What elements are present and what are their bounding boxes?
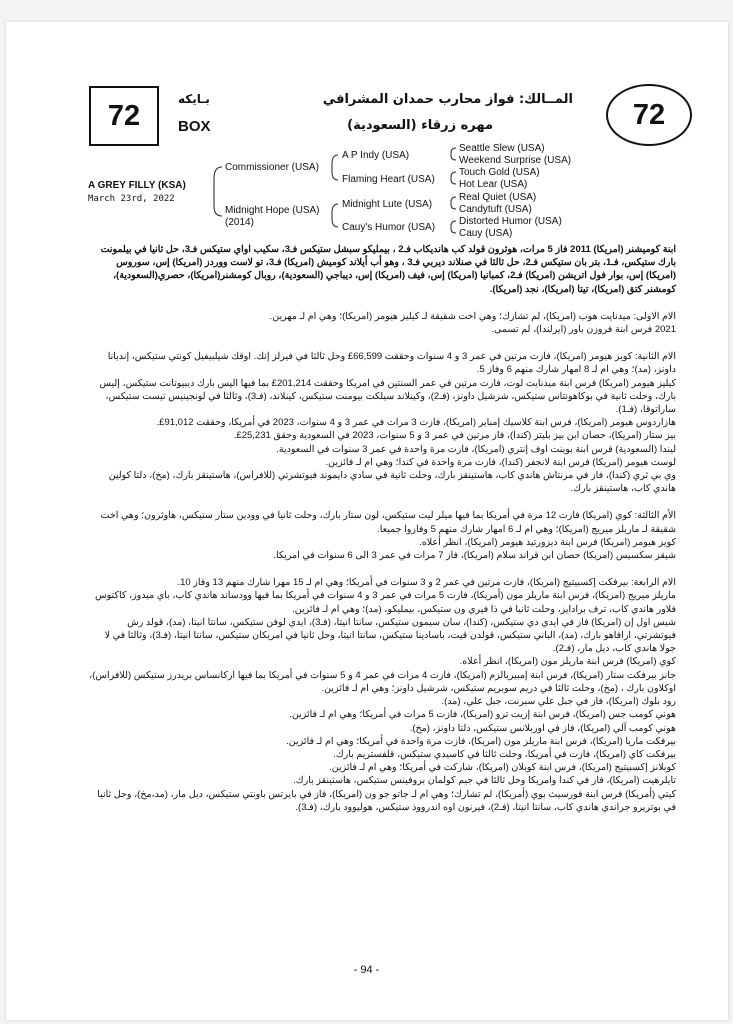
pedigree-dam-year: (2014) (225, 217, 254, 228)
page-number: - 94 - (353, 964, 380, 976)
pedigree-sdd: Hot Lear (USA) (459, 179, 528, 190)
pedigree-dam-dam: Cauy's Humor (USA) (342, 222, 436, 233)
first-dam-produce: 2021 فرس ابنة فروزن باور (ايرلندا)، لم تسمى. (491, 324, 676, 336)
first-dam-heading: الام الاولى: ميدنايت هوب (امريكا)، لم تشارك؛ وهي اخت شقيقة لـ كيليز هيومر (امريكا)؛ وهي ام لـ مهرين. (269, 310, 676, 322)
pedigree-ssd: Weekend Surprise (USA) (459, 155, 572, 166)
second-dam-produce: بيز ستار (امريكا)، حصان ابن بيز بليتز (كندا)، فاز مرتين في عمر 3 و 5 سنوات، 2023 في السعودية وحقق 25,231£. (233, 430, 676, 442)
second-dam-produce: لوست هيومر (امريكا) فرس ابنة لانجفر (كندا)، فازت مرة واحدة في كندا؛ وهي ام لـ فائزين. (325, 456, 676, 468)
fourth-dam-produce: كيتي (أمريكا) فرس ابنة فورسيث بوي (أمريكا)، لم تشارك؛ وهي ام لـ جاتو جو ون (امريكا)، فاز في بايرتس باونتي ستيكس، ديل مار، (مد،مخ)، وحل ثانيا في بوتريرو جراندي هاندي كاب، سانتا انيتا، (فـ2)، فيرنون اوه اندرووذ ستيكس، هوليوود بارك، (فـ3). (97, 788, 676, 813)
lot-number: 72 (606, 84, 692, 146)
fourth-dam-heading: الام الرابعة: بيرفكت إكسبيتيج (امريكا)، فازت مرتين في عمر 2 و 3 سنوات في أمريكا؛ وهي ام لـ 15 مهرا شارك منهم 13 وفاز 10. (177, 577, 676, 589)
fourth-dam-produce: شيس اول إن (امريكا) فاز في ايدي دي ستيكس، (كندا)، سان سيمون ستيكس، سانتا انيتا، (فـ3)، ايدي لوفن ستيكس، سانتا انيتا، (مد)، قولد رش فيوتشرتي، ارافاهو بارك، (مد)، الباني ستيكس، قولدن قيت، باسادينا ستيكس، سانتا انيتا، وحل ثانيا في امريكان ستيكس، سانتا انيتا، (فـ3)، وثالثا في لا جولا هاندي كاب، ديل مار، (فـ2). (104, 616, 676, 655)
second-dam-produce: كيليز هيومر (امريكا) فرس ابنة ميدنايت لوت، فازت مرتين في عمر السنتين في امريكا وحققت 201,214£ بما فيها اليس بارك ديبيوتانت ستيكس، إليس بارك، وحلت ثانية في بوكاهونتاس ستيكس، شرشيل داونز، (فـ2)، وكينلاند سيلكت بيومنت ستيكس، كينلاند، (فـ3)، وثالثا في لونجينيس تيست ستيكس، ساراتوقا، (فـ1). (99, 377, 676, 416)
fourth-dam-produce: رود بلوك (امريكا)، فاز في جبل علي سبرنت، جبل علي، (مد). (441, 696, 676, 708)
box-label: BOX (178, 118, 211, 135)
fourth-dam-produce: كوي (امريكا) فرس ابنة ماريلز مون (امريكا)، انظر أعلاه. (459, 656, 676, 668)
third-dam-produce: شيقز سكسيس (امريكا) حصان ابن قراند سلام (امريكا)، فاز 7 مرات في عمر 3 الى 6 سنوات في امريكا. (273, 550, 676, 562)
second-dam-produce: ليندا (السعودية) فرس ابنة بوينت اوف إنتري (امريكا)، فازت مرة واحدة في عمر 3 سنوات في السعودية. (276, 443, 676, 455)
sire-paragraph: ابنة كوميشنر (امريكا) 2011 فاز 5 مرات، هوثرون قولد كب هانديكاب فـ2 ، بيمليكو سبشل ستيكس فـ3، سكيب اواي ستيكس فـ3، حل ثانيا في بيلمونت بارك ستيكس، فـ1، بتر بان ستيكس فـ2، حل ثالثا في صنلاند ديربي فـ3 ، وهو أب أيلاند كوميش (امريكا) فـ3، تو لاست ووردز (امريكا) إس، سوروس (امريكا) إس، بوار فول اتريشن (امريكا) فـ2، كمبانيا (امريكا) إس، فيف (امريكا) إس، ديباجي (السعودية)، روبال كومشنر(امريكا)، حصري(السعودية)، كومشنر كتق (امريكا)، تيتا (امريكا)، نجد (امريكا). (100, 244, 676, 295)
owner-name: المــالك: فواز محارب حمدان المشرافي (322, 92, 573, 107)
pedigree-sire-sire: A P Indy (USA) (342, 150, 410, 161)
fourth-dam-produce: تايلرهيت (امريكا)، فاز في كندا وامريكا وحل ثالثا في جيم كولمان بروفينس ستيكس، هاستينقز بارك. (293, 775, 676, 787)
fourth-dam-produce: بيرفكت ماريا (امريكا)، فرس ابنة ماريلز مون (امريكا)، فازت مرة واحدة في أمريكا؛ وهي ام لـ فائزين. (286, 735, 676, 747)
fourth-dam-produce: هوني كومب جس (امريكا)، فرس ابنة إزيت ترو (امريكا)، فازت 5 مرات في أمريكا؛ وهي ام لـ فائزين. (289, 709, 676, 721)
pedigree-dam: Midnight Hope (USA) (225, 205, 320, 216)
pedigree-ddd: Cauy (USA) (459, 228, 513, 239)
pedigree-sire: Commissioner (USA) (225, 162, 319, 173)
pedigree-dss: Real Quiet (USA) (459, 192, 537, 203)
third-dam-heading: الأم الثالثة: كوي (امريكا) فازت 12 مرة في أمريكا بما فيها ميلر ليت ستيكس، لون ستار بارك، وحلت ثانيا في وودين ستار ستيكس، هاوثرون؛ وهي اخت شقيقة لـ ماريلز ميريج (امريكا)؛ وهي ام لـ 6 امهار شارك منهم 5 وفازوا جميعا. (100, 510, 676, 535)
fourth-dam-produce: ماريلز ميريج (امريكا)، فرس ابنة ماريلز مون (أمريكا)، فازت 5 مرات في عمر 3 و 4 سنوات في أمريكا بما فيها وودساند هاندي كاب، باي ميدوز، كاكتوس فلاور هاندي كاب، ترف برادايز، وحلت ثانيا في ذا فيري ون ستيكس، بيمليكو، (مد)؛ وهي ام لـ فائزين. (95, 590, 676, 615)
fourth-dam-produce: كوبلانز إكسبيتيج (امريكا)، فرس ابنة كوبلان (امريكا)، شاركت في أمريكا؛ وهي ام لـ فائزين. (329, 762, 676, 774)
horse-dob: March 23rd, 2022 (88, 194, 175, 204)
catalogue-body (88, 243, 676, 814)
box-number: 72 (89, 86, 159, 146)
second-dam-produce: هازاردوس هيومر (امريكا)، فرس ابنة كلاسيك إمباير (امريكا)، فازت 3 مرات في عمر 3 و 4 سنوات، 2023 في أمريكا، وحققت 91,012£. (156, 417, 676, 429)
fourth-dam-produce: بيرفكت كاي (امريكا)، فازت في أمريكا، وحلت ثالثا في كاسيدي ستيكس، قلفستريم بارك. (333, 748, 676, 760)
pedigree-sss: Seattle Slew (USA) (459, 143, 545, 154)
second-dam-produce: وي بي ثري (كندا)، فاز في مرنتاش هاندي كاب، هاستينقز بارك، وحلت ثانية في سادي دايموند فيوتشرتي (للافراس)، هاستينقز بارك، (مخ)، دلتا كولين هاندي كاب، هاستينقز بارك. (108, 470, 676, 495)
pedigree-dds: Distorted Humor (USA) (459, 216, 562, 227)
pedigree-sds: Touch Gold (USA) (459, 167, 540, 178)
pedigree-dsd: Candytuft (USA) (459, 204, 532, 215)
box-label-arabic: بـايكه (178, 92, 210, 106)
pedigree-dam-sire: Midnight Lute (USA) (342, 199, 433, 210)
second-dam-heading: الام الثانية: كويز هيومر (امريكا)، فازت مرتين في عمر 3 و 4 سنوات وحققت 66,599£ وحل ثالثا في فيرلز إنك. اوقك شيلبيفيل كونتي ستيكس، إنديانا داونز، (مد)؛ وهي ام لـ 8 امهار شارك منهم 6 وفاز 5. (107, 351, 676, 376)
pedigree-sire-dam: Flaming Heart (USA) (342, 174, 435, 185)
third-dam-produce: كويز هيومر (امريكا) فرس ابنة ديزورتيد هيومر (امريكا)، انظر أعلاه. (419, 536, 676, 548)
fourth-dam-produce: جانز بيرفكت ستار (امريكا)، فرس ابنة إمبيريالزم (امريكا)، فازت 4 مرات في عمر 4 و 5 سنوات في أمريكا بما فيها اركانساس بريدرز ستيكس (للافراس)، اوكلاون بارك ، (مخ)، وحلت ثالثا في دريم سوبريم ستيكس، شرشيل داونز؛ وهي ام لـ فائزين. (89, 669, 676, 694)
fourth-dam-produce: هوني كومب آلي (امريكا)، فاز في اوربلانس ستيكس، دلتا داونز، (مخ). (409, 722, 676, 734)
horse-description-arabic: مهره زرقاء (السعودية) (347, 118, 493, 133)
horse-name: A GREY FILLY (KSA) (88, 180, 186, 191)
